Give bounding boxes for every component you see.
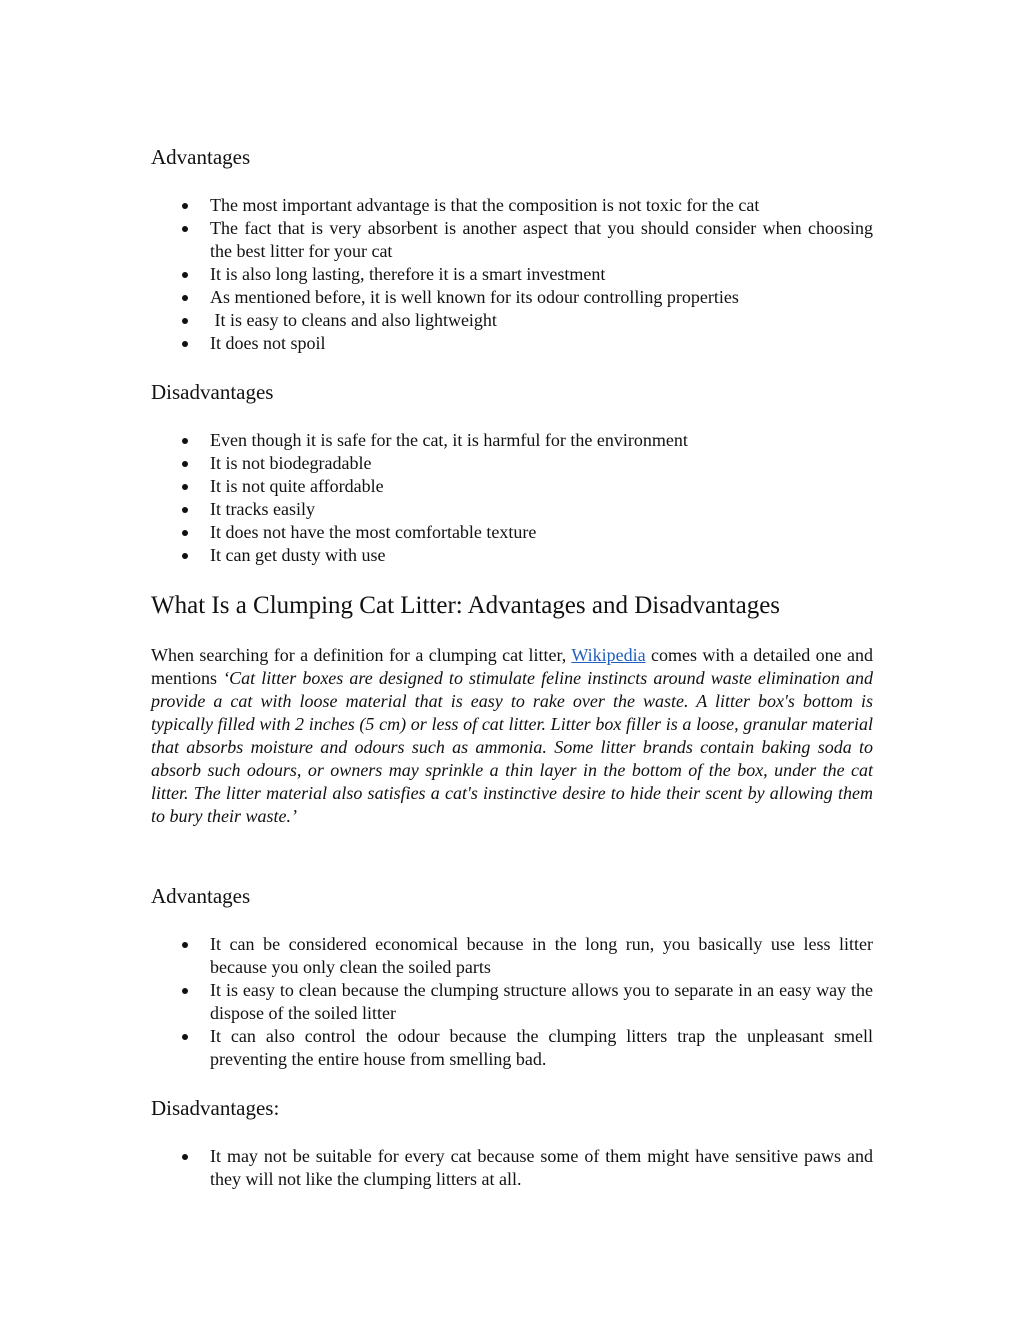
- list-item: [151, 475, 873, 498]
- section-heading-disadvantages: Disadvantages: [151, 380, 274, 404]
- list-item: [151, 263, 873, 286]
- bullet-icon: [182, 484, 188, 490]
- list-item-text: The most important advantage is that the composition is not toxic for the cat: [210, 195, 760, 215]
- list-item: [151, 217, 873, 263]
- advantages-list: [151, 194, 873, 355]
- list-item-text: It is easy to cleans and also lightweight: [210, 310, 497, 330]
- bullet-icon: [182, 295, 188, 301]
- bullet-icon: [182, 1154, 188, 1160]
- wikipedia-link[interactable]: Wikipedia: [571, 645, 646, 665]
- list-item: [151, 544, 873, 567]
- clumping-disadvantages-list: [151, 1145, 873, 1191]
- list-item-text: It is not quite affordable: [210, 476, 384, 496]
- bullet-icon: [182, 553, 188, 559]
- wikipedia-quote: ‘Cat litter boxes are designed to stimulate feline instincts around waste elimination and provide a cat with loose material that is easy to rake over the waste. A litter box's bottom is typically filled with 2 inches (5 cm) or less of cat litter. Litter box filler is a loose, granular material that absorbs moisture and odours such as ammonia. Some litter brands contain baking soda to absorb such odours, or owners may sprinkle a thin layer in the bottom of the box, under the cat litter. The litter material also satisfies a cat's instinctive desire to hide their scent by allowing them to bury their waste.’: [151, 668, 873, 826]
- list-item-text: It can be considered economical because in the long run, you basically use less litter because you only clean the soiled parts: [210, 934, 873, 977]
- bullet-icon: [182, 1034, 188, 1040]
- disadvantages-list: [151, 429, 873, 567]
- section-heading-disadvantages: Disadvantages:: [151, 1096, 280, 1120]
- list-item: [151, 286, 873, 309]
- bullet-icon: [182, 203, 188, 209]
- list-item: [151, 498, 873, 521]
- list-item: [151, 429, 873, 452]
- list-item: [151, 452, 873, 475]
- bullet-icon: [182, 461, 188, 467]
- bullet-icon: [182, 226, 188, 232]
- bullet-icon: [182, 507, 188, 513]
- bullet-icon: [182, 318, 188, 324]
- list-item-text: Even though it is safe for the cat, it is harmful for the environment: [210, 430, 688, 450]
- list-item: [151, 194, 873, 217]
- list-item-text: It may not be suitable for every cat because some of them might have sensitive paws and they will not like the clumping litters at all.: [210, 1146, 873, 1189]
- list-item: [151, 521, 873, 544]
- paragraph-middle-text: comes with a detailed one and mentions: [151, 645, 873, 688]
- list-item-text: It is not biodegradable: [210, 453, 372, 473]
- section-heading-advantages: Advantages: [151, 145, 251, 169]
- list-item: [151, 1145, 873, 1191]
- list-item-text: It does not spoil: [210, 333, 326, 353]
- definition-paragraph: [151, 644, 873, 828]
- bullet-icon: [182, 272, 188, 278]
- list-item: [151, 332, 873, 355]
- bullet-icon: [182, 942, 188, 948]
- main-heading: What Is a Clumping Cat Litter: Advantages and Disadvantages: [151, 592, 781, 619]
- list-item-text: It is also long lasting, therefore it is a smart investment: [210, 264, 606, 284]
- list-item: [151, 933, 873, 979]
- paragraph-lead-text: When searching for a definition for a clumping cat litter,: [151, 645, 572, 665]
- bullet-icon: [182, 341, 188, 347]
- list-item-text: It does not have the most comfortable texture: [210, 522, 537, 542]
- list-item: [151, 1025, 873, 1071]
- bullet-icon: [182, 988, 188, 994]
- list-item-text: It can get dusty with use: [210, 545, 386, 565]
- list-item-text: It can also control the odour because the clumping litters trap the unpleasant smell preventing the entire house from smelling bad.: [210, 1026, 873, 1069]
- list-item-text: It is easy to clean because the clumping structure allows you to separate in an easy way the dispose of the soiled litter: [210, 980, 873, 1023]
- clumping-advantages-list: [151, 933, 873, 1071]
- list-item-text: As mentioned before, it is well known for its odour controlling properties: [210, 287, 739, 307]
- list-item: [151, 979, 873, 1025]
- list-item-text: It tracks easily: [210, 499, 315, 519]
- section-heading-advantages: Advantages: [151, 884, 251, 908]
- list-item-text: The fact that is very absorbent is another aspect that you should consider when choosing the best litter for your cat: [210, 218, 873, 261]
- bullet-icon: [182, 438, 188, 444]
- list-item: [151, 309, 873, 332]
- bullet-icon: [182, 530, 188, 536]
